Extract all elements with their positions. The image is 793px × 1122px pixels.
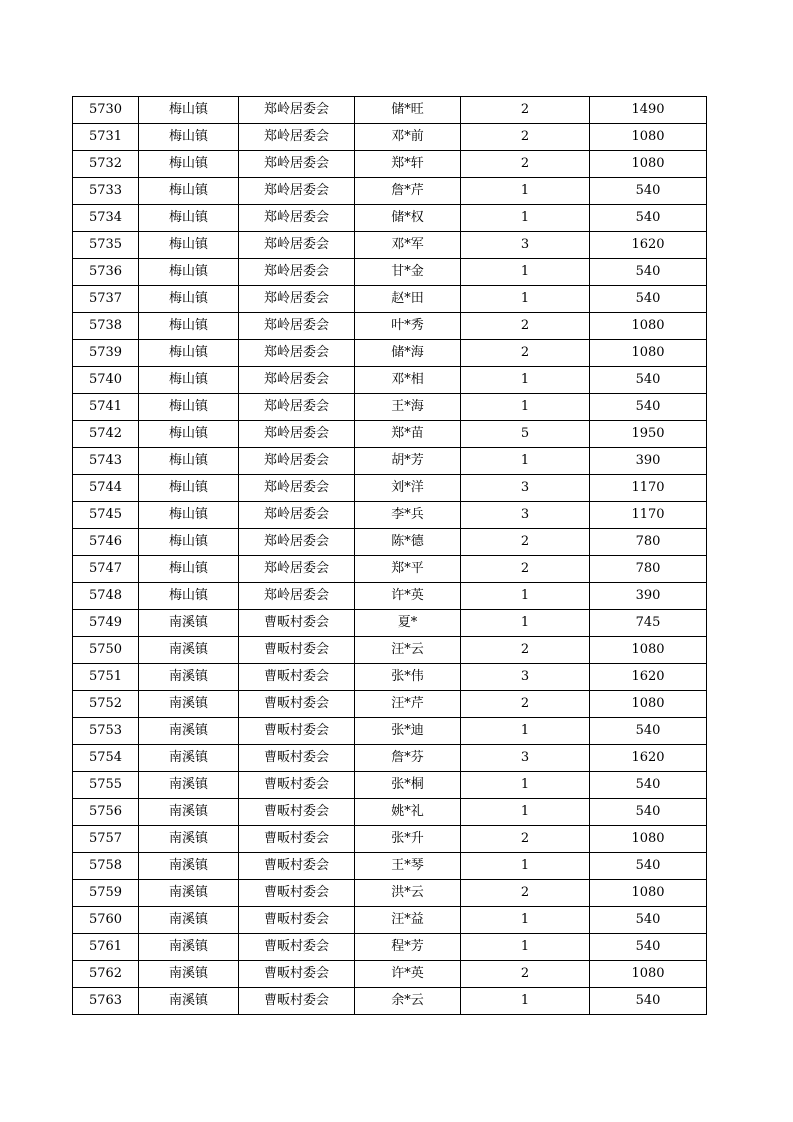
household-head-cell: 詹*芹 (355, 178, 461, 205)
serial-number-cell: 5745 (73, 502, 139, 529)
village-committee-cell: 曹畈村委会 (239, 934, 355, 961)
household-head-cell: 李*兵 (355, 502, 461, 529)
town-cell: 南溪镇 (139, 799, 239, 826)
town-cell: 南溪镇 (139, 961, 239, 988)
village-committee-cell: 郑岭居委会 (239, 502, 355, 529)
household-head-cell: 汪*云 (355, 637, 461, 664)
household-size-cell: 1 (461, 718, 590, 745)
household-head-cell: 张*升 (355, 826, 461, 853)
serial-number-cell: 5750 (73, 637, 139, 664)
household-head-cell: 王*海 (355, 394, 461, 421)
table-row (73, 286, 707, 313)
village-committee-cell: 郑岭居委会 (239, 583, 355, 610)
serial-number-cell: 5740 (73, 367, 139, 394)
village-committee-cell: 郑岭居委会 (239, 475, 355, 502)
town-cell: 南溪镇 (139, 826, 239, 853)
household-head-cell: 姚*礼 (355, 799, 461, 826)
household-size-cell: 2 (461, 880, 590, 907)
serial-number-cell: 5744 (73, 475, 139, 502)
household-head-cell: 储*旺 (355, 97, 461, 124)
table-row (73, 421, 707, 448)
household-head-cell: 刘*洋 (355, 475, 461, 502)
household-size-cell: 1 (461, 988, 590, 1015)
household-head-cell: 叶*秀 (355, 313, 461, 340)
table-row (73, 124, 707, 151)
household-size-cell: 1 (461, 772, 590, 799)
table-row (73, 637, 707, 664)
amount-cell: 1080 (590, 151, 707, 178)
serial-number-cell: 5746 (73, 529, 139, 556)
serial-number-cell: 5731 (73, 124, 139, 151)
household-size-cell: 2 (461, 637, 590, 664)
household-head-cell: 陈*德 (355, 529, 461, 556)
serial-number-cell: 5738 (73, 313, 139, 340)
village-committee-cell: 郑岭居委会 (239, 340, 355, 367)
table-row (73, 826, 707, 853)
village-committee-cell: 郑岭居委会 (239, 556, 355, 583)
serial-number-cell: 5743 (73, 448, 139, 475)
household-size-cell: 2 (461, 151, 590, 178)
serial-number-cell: 5739 (73, 340, 139, 367)
village-committee-cell: 曹畈村委会 (239, 691, 355, 718)
amount-cell: 540 (590, 853, 707, 880)
table-row (73, 259, 707, 286)
town-cell: 梅山镇 (139, 556, 239, 583)
household-size-cell: 1 (461, 448, 590, 475)
table-row (73, 367, 707, 394)
household-head-cell: 邓*相 (355, 367, 461, 394)
town-cell: 南溪镇 (139, 664, 239, 691)
village-committee-cell: 郑岭居委会 (239, 205, 355, 232)
household-head-cell: 赵*田 (355, 286, 461, 313)
serial-number-cell: 5752 (73, 691, 139, 718)
household-size-cell: 1 (461, 178, 590, 205)
town-cell: 梅山镇 (139, 394, 239, 421)
serial-number-cell: 5748 (73, 583, 139, 610)
village-committee-cell: 曹畈村委会 (239, 664, 355, 691)
town-cell: 梅山镇 (139, 178, 239, 205)
amount-cell: 540 (590, 988, 707, 1015)
household-head-cell: 郑*轩 (355, 151, 461, 178)
town-cell: 梅山镇 (139, 340, 239, 367)
amount-cell: 1080 (590, 691, 707, 718)
amount-cell: 1080 (590, 340, 707, 367)
amount-cell: 540 (590, 772, 707, 799)
town-cell: 南溪镇 (139, 907, 239, 934)
amount-cell: 540 (590, 799, 707, 826)
town-cell: 梅山镇 (139, 97, 239, 124)
household-size-cell: 2 (461, 313, 590, 340)
household-size-cell: 1 (461, 205, 590, 232)
village-committee-cell: 郑岭居委会 (239, 367, 355, 394)
serial-number-cell: 5757 (73, 826, 139, 853)
amount-cell: 780 (590, 556, 707, 583)
table-row (73, 529, 707, 556)
table-row (73, 772, 707, 799)
household-head-cell: 余*云 (355, 988, 461, 1015)
amount-cell: 1080 (590, 124, 707, 151)
amount-cell: 1080 (590, 961, 707, 988)
household-head-cell: 程*芳 (355, 934, 461, 961)
household-head-cell: 詹*芬 (355, 745, 461, 772)
town-cell: 南溪镇 (139, 610, 239, 637)
village-committee-cell: 郑岭居委会 (239, 178, 355, 205)
household-head-cell: 张*迪 (355, 718, 461, 745)
table-row (73, 880, 707, 907)
town-cell: 南溪镇 (139, 691, 239, 718)
household-head-cell: 邓*军 (355, 232, 461, 259)
table-row (73, 691, 707, 718)
household-size-cell: 2 (461, 97, 590, 124)
village-committee-cell: 曹畈村委会 (239, 610, 355, 637)
household-head-cell: 许*英 (355, 583, 461, 610)
serial-number-cell: 5736 (73, 259, 139, 286)
serial-number-cell: 5749 (73, 610, 139, 637)
table-row (73, 556, 707, 583)
town-cell: 梅山镇 (139, 583, 239, 610)
table-row (73, 151, 707, 178)
table-row (73, 799, 707, 826)
household-size-cell: 1 (461, 286, 590, 313)
amount-cell: 540 (590, 907, 707, 934)
table-row (73, 205, 707, 232)
amount-cell: 1080 (590, 826, 707, 853)
amount-cell: 1950 (590, 421, 707, 448)
household-size-cell: 5 (461, 421, 590, 448)
serial-number-cell: 5733 (73, 178, 139, 205)
village-committee-cell: 郑岭居委会 (239, 313, 355, 340)
village-committee-cell: 曹畈村委会 (239, 745, 355, 772)
town-cell: 南溪镇 (139, 988, 239, 1015)
town-cell: 梅山镇 (139, 475, 239, 502)
amount-cell: 540 (590, 394, 707, 421)
village-committee-cell: 郑岭居委会 (239, 421, 355, 448)
household-size-cell: 1 (461, 610, 590, 637)
roster-table-body (73, 97, 707, 1015)
document-page (72, 96, 706, 1015)
amount-cell: 1620 (590, 745, 707, 772)
table-row (73, 718, 707, 745)
town-cell: 梅山镇 (139, 448, 239, 475)
village-committee-cell: 郑岭居委会 (239, 259, 355, 286)
amount-cell: 540 (590, 286, 707, 313)
amount-cell: 540 (590, 367, 707, 394)
village-committee-cell: 曹畈村委会 (239, 988, 355, 1015)
household-head-cell: 储*权 (355, 205, 461, 232)
village-committee-cell: 郑岭居委会 (239, 124, 355, 151)
serial-number-cell: 5747 (73, 556, 139, 583)
amount-cell: 540 (590, 178, 707, 205)
table-row (73, 502, 707, 529)
household-size-cell: 3 (461, 475, 590, 502)
table-row (73, 988, 707, 1015)
serial-number-cell: 5742 (73, 421, 139, 448)
table-row (73, 340, 707, 367)
village-committee-cell: 曹畈村委会 (239, 907, 355, 934)
serial-number-cell: 5755 (73, 772, 139, 799)
household-size-cell: 3 (461, 232, 590, 259)
table-row (73, 745, 707, 772)
household-size-cell: 2 (461, 340, 590, 367)
serial-number-cell: 5741 (73, 394, 139, 421)
serial-number-cell: 5761 (73, 934, 139, 961)
household-head-cell: 邓*前 (355, 124, 461, 151)
town-cell: 梅山镇 (139, 502, 239, 529)
table-row (73, 583, 707, 610)
town-cell: 梅山镇 (139, 151, 239, 178)
serial-number-cell: 5760 (73, 907, 139, 934)
table-row (73, 448, 707, 475)
table-row (73, 394, 707, 421)
town-cell: 梅山镇 (139, 313, 239, 340)
household-head-cell: 汪*益 (355, 907, 461, 934)
household-size-cell: 1 (461, 367, 590, 394)
town-cell: 梅山镇 (139, 259, 239, 286)
serial-number-cell: 5763 (73, 988, 139, 1015)
town-cell: 梅山镇 (139, 205, 239, 232)
household-head-cell: 王*琴 (355, 853, 461, 880)
household-size-cell: 3 (461, 664, 590, 691)
household-size-cell: 1 (461, 934, 590, 961)
household-size-cell: 1 (461, 394, 590, 421)
amount-cell: 1170 (590, 502, 707, 529)
table-row (73, 97, 707, 124)
town-cell: 南溪镇 (139, 718, 239, 745)
town-cell: 南溪镇 (139, 880, 239, 907)
village-committee-cell: 曹畈村委会 (239, 880, 355, 907)
serial-number-cell: 5730 (73, 97, 139, 124)
village-committee-cell: 曹畈村委会 (239, 718, 355, 745)
amount-cell: 1490 (590, 97, 707, 124)
amount-cell: 1080 (590, 880, 707, 907)
table-row (73, 907, 707, 934)
household-head-cell: 郑*苗 (355, 421, 461, 448)
household-size-cell: 2 (461, 556, 590, 583)
town-cell: 南溪镇 (139, 772, 239, 799)
amount-cell: 745 (590, 610, 707, 637)
household-head-cell: 汪*芹 (355, 691, 461, 718)
village-committee-cell: 曹畈村委会 (239, 637, 355, 664)
household-size-cell: 1 (461, 799, 590, 826)
town-cell: 梅山镇 (139, 421, 239, 448)
amount-cell: 540 (590, 259, 707, 286)
table-row (73, 853, 707, 880)
amount-cell: 390 (590, 448, 707, 475)
village-committee-cell: 曹畈村委会 (239, 799, 355, 826)
village-committee-cell: 曹畈村委会 (239, 961, 355, 988)
household-size-cell: 2 (461, 826, 590, 853)
village-committee-cell: 郑岭居委会 (239, 97, 355, 124)
household-head-cell: 胡*芳 (355, 448, 461, 475)
household-head-cell: 洪*云 (355, 880, 461, 907)
household-head-cell: 许*英 (355, 961, 461, 988)
household-size-cell: 1 (461, 853, 590, 880)
village-committee-cell: 郑岭居委会 (239, 394, 355, 421)
amount-cell: 1620 (590, 232, 707, 259)
household-head-cell: 张*桐 (355, 772, 461, 799)
town-cell: 梅山镇 (139, 529, 239, 556)
village-committee-cell: 曹畈村委会 (239, 853, 355, 880)
household-size-cell: 2 (461, 961, 590, 988)
amount-cell: 540 (590, 205, 707, 232)
village-committee-cell: 曹畈村委会 (239, 772, 355, 799)
serial-number-cell: 5762 (73, 961, 139, 988)
household-head-cell: 夏* (355, 610, 461, 637)
amount-cell: 1620 (590, 664, 707, 691)
household-head-cell: 甘*金 (355, 259, 461, 286)
town-cell: 南溪镇 (139, 745, 239, 772)
household-size-cell: 2 (461, 529, 590, 556)
table-row (73, 610, 707, 637)
table-row (73, 232, 707, 259)
village-committee-cell: 郑岭居委会 (239, 286, 355, 313)
household-size-cell: 1 (461, 907, 590, 934)
serial-number-cell: 5734 (73, 205, 139, 232)
amount-cell: 780 (590, 529, 707, 556)
serial-number-cell: 5751 (73, 664, 139, 691)
serial-number-cell: 5732 (73, 151, 139, 178)
household-head-cell: 郑*平 (355, 556, 461, 583)
household-size-cell: 1 (461, 259, 590, 286)
household-head-cell: 储*海 (355, 340, 461, 367)
serial-number-cell: 5756 (73, 799, 139, 826)
table-row (73, 475, 707, 502)
amount-cell: 540 (590, 718, 707, 745)
amount-cell: 540 (590, 934, 707, 961)
amount-cell: 1170 (590, 475, 707, 502)
serial-number-cell: 5753 (73, 718, 139, 745)
household-size-cell: 3 (461, 745, 590, 772)
village-committee-cell: 郑岭居委会 (239, 151, 355, 178)
table-row (73, 313, 707, 340)
amount-cell: 1080 (590, 313, 707, 340)
household-size-cell: 3 (461, 502, 590, 529)
amount-cell: 1080 (590, 637, 707, 664)
serial-number-cell: 5758 (73, 853, 139, 880)
household-head-cell: 张*伟 (355, 664, 461, 691)
household-size-cell: 1 (461, 583, 590, 610)
serial-number-cell: 5737 (73, 286, 139, 313)
town-cell: 南溪镇 (139, 637, 239, 664)
village-committee-cell: 郑岭居委会 (239, 529, 355, 556)
table-row (73, 664, 707, 691)
amount-cell: 390 (590, 583, 707, 610)
table-row (73, 178, 707, 205)
subsidy-roster-table (72, 96, 707, 1015)
town-cell: 南溪镇 (139, 853, 239, 880)
town-cell: 梅山镇 (139, 124, 239, 151)
table-row (73, 961, 707, 988)
village-committee-cell: 郑岭居委会 (239, 448, 355, 475)
town-cell: 南溪镇 (139, 934, 239, 961)
village-committee-cell: 曹畈村委会 (239, 826, 355, 853)
town-cell: 梅山镇 (139, 286, 239, 313)
serial-number-cell: 5759 (73, 880, 139, 907)
village-committee-cell: 郑岭居委会 (239, 232, 355, 259)
serial-number-cell: 5754 (73, 745, 139, 772)
household-size-cell: 2 (461, 691, 590, 718)
serial-number-cell: 5735 (73, 232, 139, 259)
town-cell: 梅山镇 (139, 232, 239, 259)
table-row (73, 934, 707, 961)
town-cell: 梅山镇 (139, 367, 239, 394)
household-size-cell: 2 (461, 124, 590, 151)
